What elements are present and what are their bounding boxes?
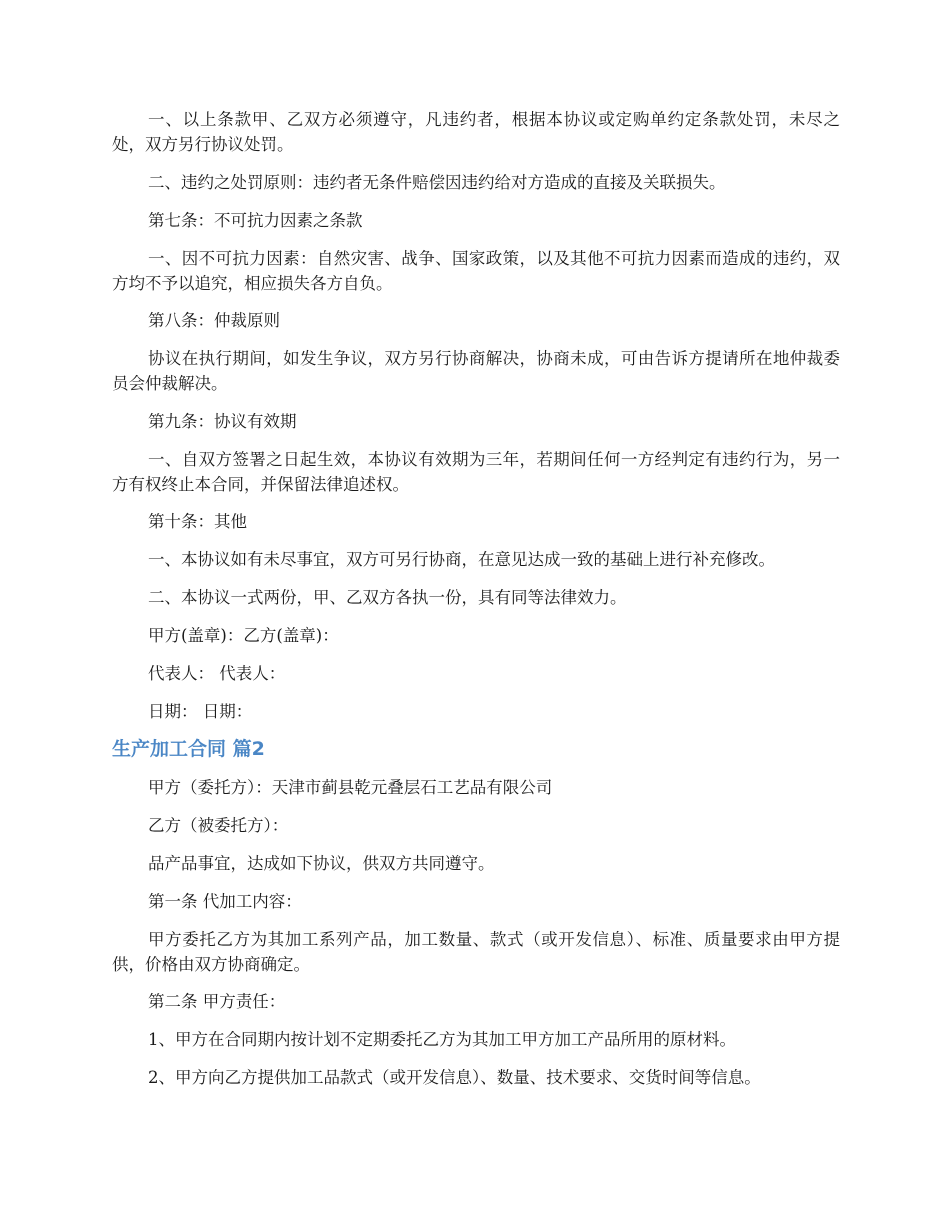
party-a-duty-1: 1、甲方在合同期内按计划不定期委托乙方为其加工甲方加工产品所用的原材料。 [148, 1030, 736, 1049]
signature-seal-line: 甲方(盖章)：乙方(盖章)： [148, 625, 339, 645]
article-1-title: 第一条 代加工内容： [148, 891, 302, 911]
paragraph-other-2: 二、本协议一式两份，甲、乙双方各执一份，具有同等法律效力。 [148, 587, 627, 607]
party-a-line: 甲方（委托方）：天津市蓟县乾元叠层石工艺品有限公司 [148, 777, 553, 797]
agreement-intro: 品产品事宜，达成如下协议，供双方共同遵守。 [148, 853, 495, 873]
party-b-line: 乙方（被委托方）： [148, 815, 289, 835]
article-8-title: 第八条：仲裁原则 [148, 311, 280, 330]
paragraph-penalty-clause: 一、以上条款甲、乙双方必须遵守，凡违约者，根据本协议或定购单约定条款处罚，未尽之处，双方另行协议处罚。 [112, 110, 840, 154]
article-2-title: 第二条 甲方责任： [148, 992, 286, 1011]
paragraph-other-1: 一、本协议如有未尽事宜，双方可另行协商，在意见达成一致的基础上进行补充修改。 [148, 550, 775, 569]
paragraph-validity: 一、自双方签署之日起生效，本协议有效期为三年，若期间任何一方经判定有违约行为，另一方有权终止本合同，并保留法律追述权。 [112, 449, 840, 494]
paragraph-penalty-principle: 二、违约之处罚原则：违约者无条件赔偿因违约给对方造成的直接及关联损失。 [148, 172, 726, 192]
section-title: 生产加工合同 篇2 [112, 737, 265, 760]
paragraph-arbitration: 协议在执行期间，如发生争议，双方另行协商解决，协商未成，可由告诉方提请所在地仲裁委员会仲裁解决。 [112, 349, 840, 393]
document-page [112, 107, 840, 1103]
party-a-duty-2: 2、甲方向乙方提供加工品款式（或开发信息）、数量、技术要求、交货时间等信息。 [148, 1068, 761, 1087]
article-10-title: 第十条：其他 [148, 512, 247, 531]
article-9-title: 第九条：协议有效期 [148, 411, 297, 431]
signature-date-line: 日期： 日期： [148, 701, 253, 721]
paragraph-force-majeure: 一、因不可抗力因素：自然灾害、战争、国家政策，以及其他不可抗力因素而造成的违约，双方均不予以追究，相应损失各方自负。 [112, 248, 840, 293]
paragraph-processing-content: 甲方委托乙方为其加工系列产品，加工数量、款式（或开发信息）、标准、质量要求由甲方提供，价格由双方协商确定。 [112, 929, 840, 974]
article-7-title: 第七条：不可抗力因素之条款 [148, 210, 363, 230]
signature-representative-line: 代表人： 代表人： [148, 663, 286, 683]
